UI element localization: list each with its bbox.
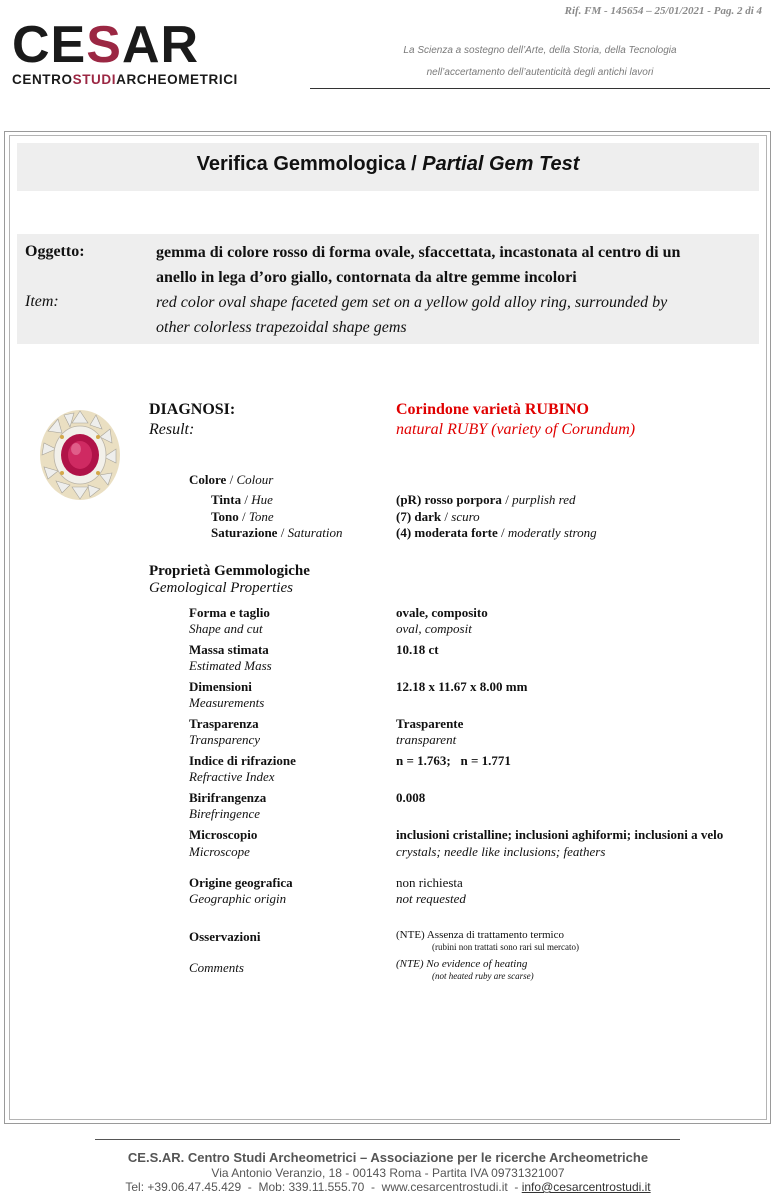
birefringence-value: 0.008 bbox=[396, 790, 426, 805]
reference-number: Rif. FM - 145654 – 25/01/2021 - Pag. 2 di 4 bbox=[564, 5, 762, 17]
refractive-index-label: Indice di rifrazione bbox=[189, 753, 296, 768]
comments-value: (NTE) No evidence of heating bbox=[396, 958, 528, 970]
tone-value: (7) dark / scuro bbox=[396, 509, 480, 524]
diagnosis-label: DIAGNOSI: bbox=[149, 401, 236, 418]
cesar-logo bbox=[12, 16, 282, 87]
saturation-value: (4) moderata forte / moderatly strong bbox=[396, 525, 597, 540]
origin-value-en: not requested bbox=[396, 891, 466, 906]
transparency-value-en: transparent bbox=[396, 732, 457, 747]
logo-wordmark: CESAR bbox=[12, 16, 200, 74]
logo-subtitle: CENTROSTUDIARCHEOMETRICI bbox=[12, 72, 238, 87]
diagnosis-value: Corindone varietà RUBINO bbox=[396, 401, 589, 418]
shape-cut-value-en: oval, composit bbox=[396, 621, 472, 636]
microscope-value: inclusioni cristalline; inclusioni aghiformi; inclusioni a velo bbox=[396, 827, 724, 842]
observations-label: Osservazioni bbox=[189, 929, 261, 944]
object-description-box bbox=[17, 234, 759, 344]
mass-label: Massa stimata bbox=[189, 642, 269, 657]
measurements-label: Dimensioni bbox=[189, 679, 252, 694]
refractive-index-value: n = 1.763; n = 1.771 bbox=[396, 753, 511, 768]
header-divider bbox=[310, 88, 770, 89]
microscope-label-en: Microscope bbox=[189, 844, 250, 859]
origin-label: Origine geografica bbox=[189, 875, 293, 890]
birefringence-label: Birifrangenza bbox=[189, 790, 267, 805]
tagline-line-2: nell’accertamento dell’autenticità degli antichi lavori bbox=[426, 67, 654, 78]
email-link[interactable]: info@cesarcentrostudi.it bbox=[521, 1180, 651, 1194]
observations-value: (NTE) Assenza di trattamento termico bbox=[396, 929, 564, 941]
birefringence-label-en: Birefringence bbox=[189, 806, 260, 821]
footer-address: Via Antonio Veranzio, 18 - 00143 Roma - Partita IVA 09731321007 bbox=[211, 1166, 565, 1180]
tagline-line-1: La Scienza a sostegno dell’Arte, della Storia, della Tecnologia bbox=[403, 45, 677, 56]
shape-cut-label-en: Shape and cut bbox=[189, 621, 263, 636]
mass-label-en: Estimated Mass bbox=[189, 658, 272, 673]
properties-title-en: Gemological Properties bbox=[149, 580, 294, 596]
document-title: Verifica Gemmologica / Partial Gem Test bbox=[17, 143, 759, 191]
hue-label: Tinta / Hue bbox=[211, 492, 273, 507]
measurements-value: 12.18 x 11.67 x 8.00 mm bbox=[396, 679, 528, 694]
footer-organization: CE.S.AR. Centro Studi Archeometrici – Associazione per le ricerche Archeometriche bbox=[127, 1150, 649, 1165]
origin-value: non richiesta bbox=[396, 875, 463, 890]
tone-label: Tono / Tone bbox=[211, 509, 274, 524]
comments-note: (not heated ruby are scarse) bbox=[432, 971, 534, 981]
shape-cut-label: Forma e taglio bbox=[189, 605, 270, 620]
properties-title: Proprietà Gemmologiche bbox=[149, 563, 310, 579]
object-label-it: Oggetto: bbox=[25, 243, 85, 260]
shape-cut-value: ovale, composito bbox=[396, 605, 488, 620]
object-label-en: Item: bbox=[25, 293, 59, 310]
result-label: Result: bbox=[149, 421, 195, 438]
saturation-label: Saturazione / Saturation bbox=[211, 525, 343, 540]
ruby-ring-photo bbox=[36, 405, 124, 503]
object-text-it: gemma di colore rosso di forma ovale, sfaccettata, incastonata al centro di un anello in lega d’oro giallo, contornata da altre gemme incolori bbox=[156, 244, 681, 286]
mass-value: 10.18 ct bbox=[396, 642, 439, 657]
hue-value: (pR) rosso porpora / purplish red bbox=[396, 492, 576, 507]
observations-note: (rubini non trattati sono rari sul mercato) bbox=[432, 942, 579, 952]
footer-contacts: Tel: +39.06.47.45.429 - Mob: 339.11.555.70 - www.cesarcentrostudi.it - info@cesarcentrostudi.it bbox=[125, 1180, 651, 1194]
transparency-value: Trasparente bbox=[396, 716, 464, 731]
transparency-label-en: Transparency bbox=[189, 732, 261, 747]
result-value: natural RUBY (variety of Corundum) bbox=[396, 421, 636, 438]
footer-divider bbox=[95, 1139, 680, 1140]
object-text-en: red color oval shape faceted gem set on a yellow gold alloy ring, surrounded by other colorless trapezoidal shape gems bbox=[156, 294, 668, 336]
colour-heading: Colore / Colour bbox=[189, 472, 274, 487]
refractive-index-label-en: Refractive Index bbox=[189, 769, 275, 784]
microscope-value-en: crystals; needle like inclusions; feathers bbox=[396, 844, 606, 859]
origin-label-en: Geographic origin bbox=[189, 891, 287, 906]
transparency-label: Trasparenza bbox=[189, 716, 259, 731]
measurements-label-en: Measurements bbox=[189, 695, 265, 710]
microscope-label: Microscopio bbox=[189, 827, 258, 842]
comments-label: Comments bbox=[189, 960, 244, 975]
